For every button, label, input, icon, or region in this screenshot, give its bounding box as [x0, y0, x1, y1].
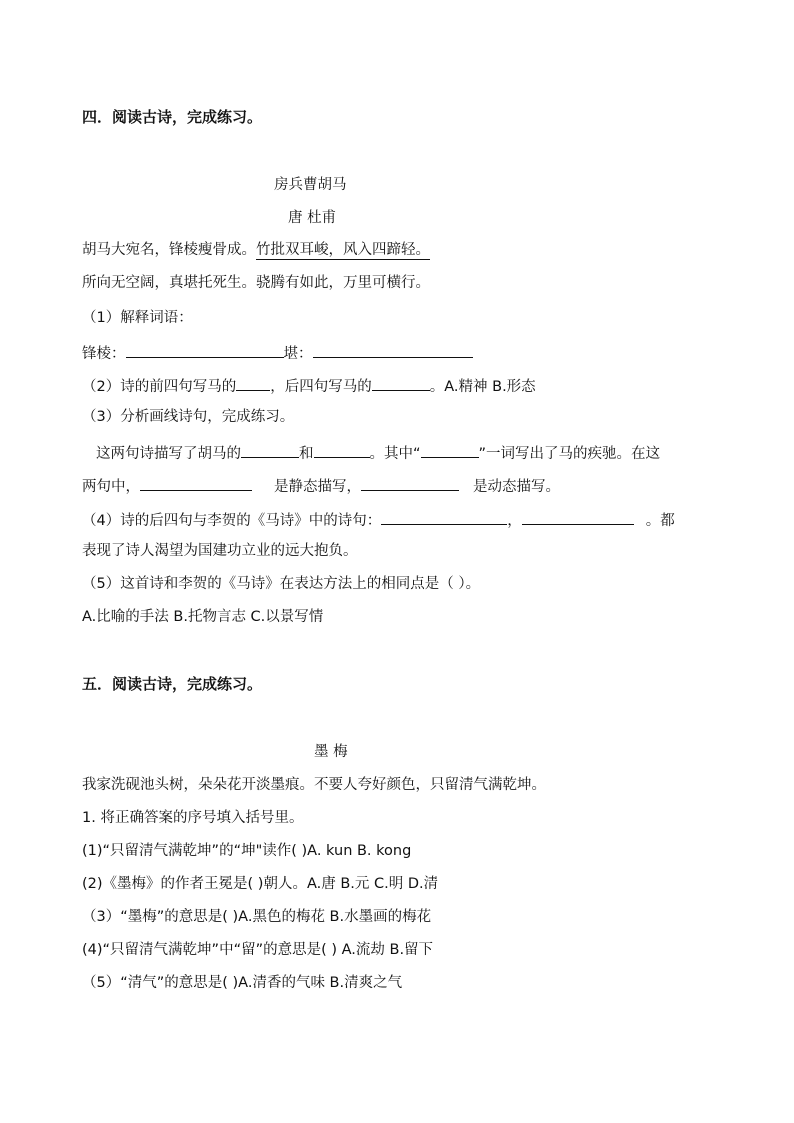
- question-5-2: (2)《墨梅》的作者王冕是( )朝人。A.唐 B.元 C.明 D.清: [82, 876, 439, 892]
- question-5-3: （3）“墨梅”的意思是( )A.黑色的梅花 B.水墨画的梅花: [82, 909, 432, 925]
- question-4-2-text-b: ，后四句写马的: [270, 379, 372, 395]
- question-5-5: （5）“清气”的意思是( )A.清香的气味 B.清爽之气: [82, 975, 403, 991]
- question-4-3-text-f: 是静态描写，: [274, 479, 361, 495]
- question-5-4: (4)“只留清气满乾坤”中“留”的意思是( ) A.流劫 B.留下: [82, 942, 434, 958]
- question-4-2-text-c: 。A.精神 B.形态: [429, 379, 536, 395]
- question-4-4-text-b: ，: [507, 513, 522, 529]
- question-4-3-text-d: ”一词写出了马的疾驰。在这: [478, 446, 661, 462]
- question-4-2: [82, 374, 536, 397]
- question-4-5: （5）这首诗和李贺的《马诗》在表达方法上的相同点是（ ）。: [82, 576, 481, 592]
- word-label-kan: 堪：: [283, 346, 313, 362]
- question-5-1: (1)“只留清气满乾坤”的“坤"读作( )A. kun B. kong: [82, 843, 412, 859]
- answer-blank-4-2-a[interactable]: [236, 374, 270, 391]
- question-4-4-text-a: （4）诗的后四句与李贺的《马诗》中的诗句：: [82, 513, 382, 529]
- question-4-3-text-e: 两句中，: [82, 479, 140, 495]
- question-4-3-text-a: 这两句诗描写了胡马的: [96, 446, 241, 462]
- question-4-1-answers: [82, 341, 473, 364]
- question-4-3-line-2: [82, 474, 560, 497]
- answer-blank-4-2-b[interactable]: [372, 374, 430, 391]
- answer-blank-4-4-a[interactable]: [381, 508, 507, 525]
- question-4-3-text-c: 。其中“: [369, 446, 421, 462]
- answer-blank-4-3-c[interactable]: [421, 441, 479, 458]
- poem-line-2: 所向无空阔，真堪托死生。骁腾有如此，万里可横行。: [82, 275, 430, 291]
- question-4-1: （1）解释词语：: [82, 310, 193, 326]
- question-5-intro: 1. 将正确答案的序号填入括号里。: [82, 810, 304, 826]
- answer-blank-4-3-d[interactable]: [140, 474, 252, 491]
- answer-blank-fengleng[interactable]: [126, 341, 284, 358]
- question-4-4-line-2: 表现了诗人渴望为国建功立业的远大抱负。: [82, 543, 358, 559]
- poem-author: 唐 杜甫: [288, 210, 337, 226]
- question-4-3-line-1: [96, 441, 660, 464]
- question-4-3-text-g: 是动态描写。: [473, 479, 560, 495]
- poem-title-momei: 墨 梅: [314, 744, 348, 760]
- question-4-4-text-c: 。都: [645, 513, 675, 529]
- question-4-3: （3）分析画线诗句，完成练习。: [82, 409, 295, 425]
- poem-title: 房兵曹胡马: [274, 177, 347, 193]
- question-4-2-text-a: （2）诗的前四句写马的: [82, 379, 237, 395]
- question-4-3-text-b: 和: [299, 446, 314, 462]
- poem-line-1-a: 胡马大宛名，锋棱瘦骨成。: [82, 242, 256, 258]
- answer-blank-4-3-a[interactable]: [241, 441, 299, 458]
- answer-blank-4-3-e[interactable]: [361, 474, 459, 491]
- poem-line-1-underlined: 竹批双耳峻，风入四蹄轻。: [256, 242, 430, 258]
- section5-heading: 五．阅读古诗，完成练习。: [82, 675, 263, 693]
- answer-blank-4-4-b[interactable]: [522, 508, 634, 525]
- poem-line-momei: 我家洗砚池头树，朵朵花开淡墨痕。不要人夸好颜色，只留清气满乾坤。: [82, 777, 546, 793]
- question-4-5-options: A.比喻的手法 B.托物言志 C.以景写情: [82, 609, 324, 625]
- answer-blank-4-3-b[interactable]: [314, 441, 370, 458]
- word-label-fengleng: 锋棱：: [82, 346, 126, 362]
- answer-blank-kan[interactable]: [313, 341, 473, 358]
- section4-heading: 四．阅读古诗，完成练习。: [82, 108, 263, 126]
- question-4-4: [82, 508, 675, 531]
- poem-line-1: [82, 240, 430, 260]
